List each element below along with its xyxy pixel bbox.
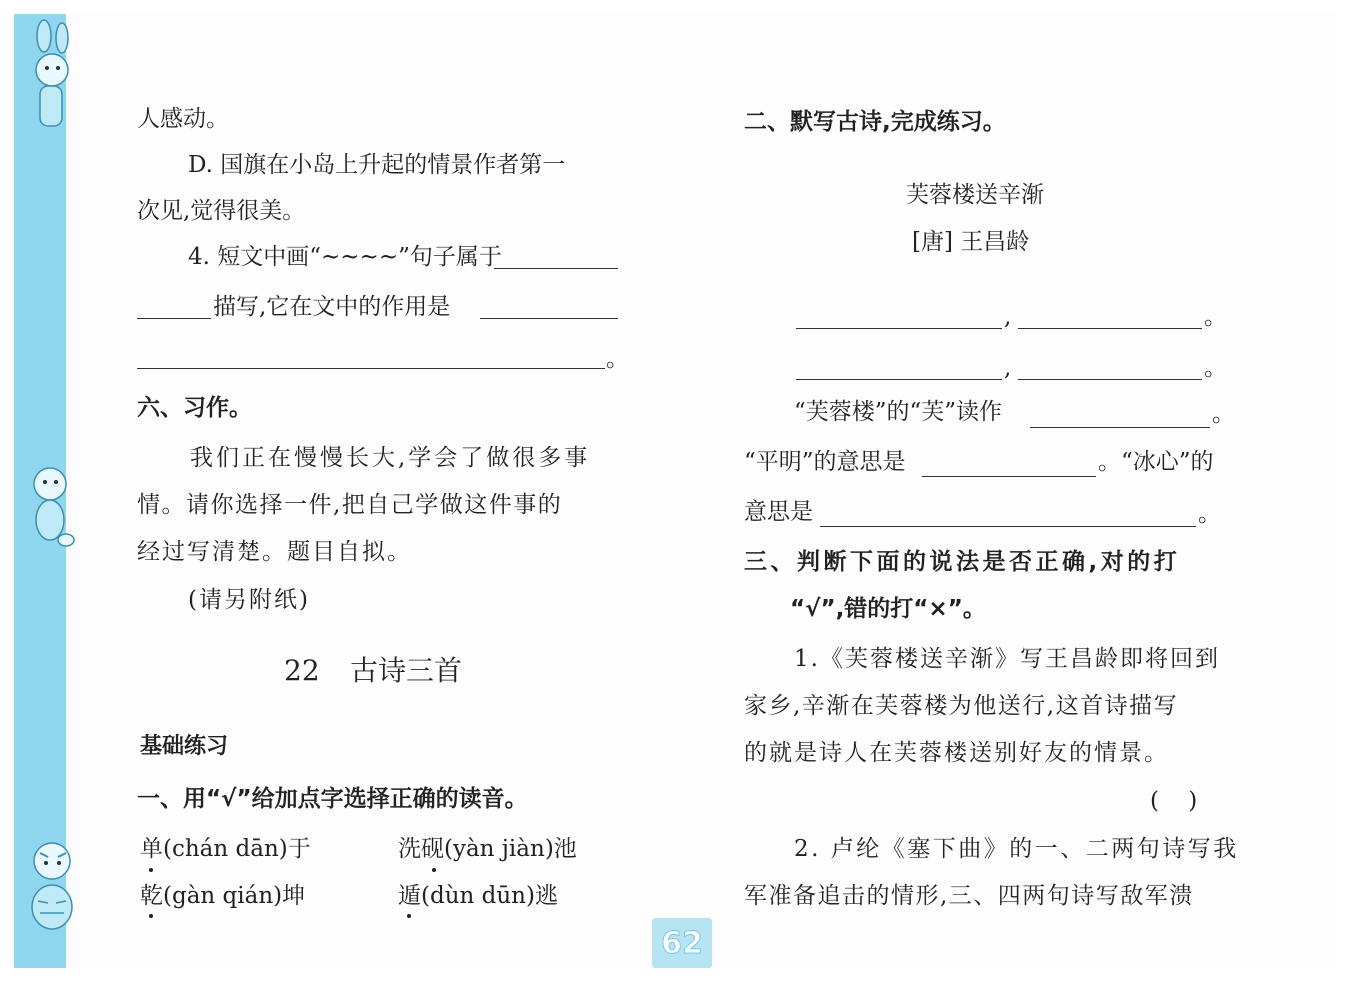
answer-parentheses[interactable]: ( ) bbox=[1150, 788, 1198, 814]
emphasis-dot bbox=[149, 868, 153, 872]
pinyin-item[interactable]: 遁(dùn dūn)逃 bbox=[398, 883, 558, 909]
emphasis-dot bbox=[407, 914, 411, 918]
essay-prompt-line: 经过写清楚。题目自拟。 bbox=[137, 539, 412, 565]
lesson-number: 22 bbox=[284, 654, 320, 687]
poem-line-blank[interactable] bbox=[796, 328, 1002, 329]
pinyin-item[interactable]: 乾(gàn qián)坤 bbox=[140, 883, 306, 909]
question-4 bbox=[188, 242, 502, 272]
judgement-item-1-cont: 家乡,辛渐在芙蓉楼为他送行,这首诗描写 bbox=[744, 693, 1179, 719]
poem-author: [唐] 王昌龄 bbox=[912, 229, 1030, 255]
comma: , bbox=[1004, 355, 1012, 381]
page-number: 62 bbox=[652, 918, 712, 968]
cat-mascot-icon bbox=[14, 446, 80, 566]
lesson-title: 古诗三首 bbox=[350, 654, 463, 687]
section-2-heading: 二、默写古诗,完成练习。 bbox=[744, 109, 1006, 135]
answer-blank[interactable] bbox=[137, 318, 211, 319]
section-6-heading: 六、习作。 bbox=[137, 395, 252, 421]
period: 。 bbox=[1198, 501, 1221, 527]
comma: , bbox=[1004, 304, 1012, 330]
answer-blank[interactable] bbox=[494, 268, 618, 269]
answer-blank[interactable] bbox=[922, 476, 1096, 477]
section-3-heading: 三、判断下面的说法是否正确,对的打 bbox=[744, 549, 1181, 575]
attach-paper-note: (请另附纸) bbox=[188, 587, 310, 613]
basic-practice-heading: 基础练习 bbox=[140, 734, 229, 759]
period: 。 bbox=[1212, 401, 1235, 427]
emphasis-dot bbox=[432, 868, 436, 872]
judgement-item-2-cont: 军准备追击的情形,三、四两句诗写敌军溃 bbox=[744, 883, 1194, 909]
period: 。 bbox=[1204, 355, 1227, 381]
poem-line-blank[interactable] bbox=[1018, 379, 1202, 380]
answer-option-line: 人感动。 bbox=[137, 106, 229, 132]
meaning-question-cont: 。“冰心”的 bbox=[1098, 449, 1214, 475]
pronunciation-question: “芙蓉楼”的“芙”读作 bbox=[794, 399, 1003, 425]
tiger-mascot-icon bbox=[14, 826, 80, 946]
option-d-cont: 次见,觉得很美。 bbox=[137, 198, 306, 224]
question-4-text: 4. 短文中画“~~~~”句子属于 bbox=[188, 244, 502, 270]
judgement-item-2: 2. 卢纶《塞下曲》的一、二两句诗写我 bbox=[794, 836, 1239, 862]
period: 。 bbox=[606, 346, 629, 372]
period: 。 bbox=[1204, 304, 1227, 330]
answer-blank[interactable] bbox=[820, 526, 1196, 527]
judgement-item-1: 1.《芙蓉楼送辛渐》写王昌龄即将回到 bbox=[794, 646, 1220, 672]
pinyin-item[interactable]: 洗砚(yàn jiàn)池 bbox=[398, 836, 577, 862]
section-3-heading-cont: “√”,错的打“×”。 bbox=[790, 596, 986, 622]
section-1-heading: 一、用“√”给加点字选择正确的读音。 bbox=[137, 786, 528, 812]
poem-title: 芙蓉楼送辛渐 bbox=[906, 182, 1044, 208]
answer-blank[interactable] bbox=[480, 318, 618, 319]
meaning-question: “平明”的意思是 bbox=[744, 449, 906, 475]
answer-blank[interactable] bbox=[137, 368, 605, 369]
option-d: D. 国旗在小岛上升起的情景作者第一 bbox=[188, 152, 566, 178]
emphasis-dot bbox=[149, 914, 153, 918]
pinyin-item[interactable]: 单(chán dān)于 bbox=[140, 836, 311, 862]
meaning-question-cont: 意思是 bbox=[744, 499, 813, 525]
rabbit-mascot-icon bbox=[14, 18, 80, 138]
question-4-cont: 描写,它在文中的作用是 bbox=[213, 294, 451, 320]
poem-line-blank[interactable] bbox=[1018, 328, 1202, 329]
judgement-item-1-cont: 的就是诗人在芙蓉楼送别好友的情景。 bbox=[744, 740, 1169, 766]
essay-prompt-line: 情。请你选择一件,把自己学做这件事的 bbox=[137, 492, 563, 518]
poem-line-blank[interactable] bbox=[796, 379, 1002, 380]
answer-blank[interactable] bbox=[1030, 427, 1210, 428]
essay-prompt-line: 我们正在慢慢长大,学会了做很多事 bbox=[190, 445, 591, 471]
